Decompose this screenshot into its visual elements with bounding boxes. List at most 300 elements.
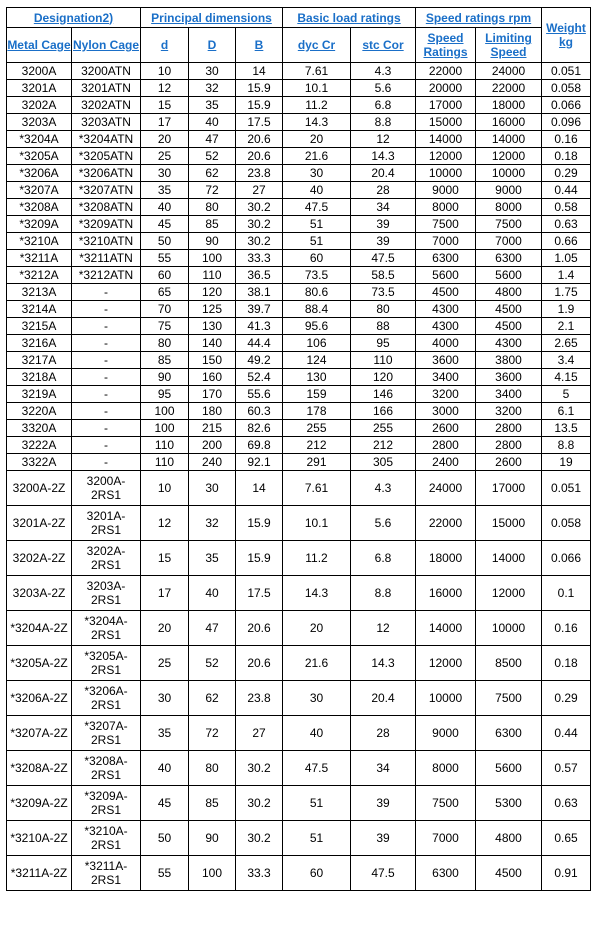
nylon-cage-cell: *3206ATN: [72, 165, 141, 182]
width-b-cell: 15.9: [236, 541, 283, 576]
width-b-cell: 30.2: [236, 216, 283, 233]
outer-diameter-cell: 140: [189, 335, 236, 352]
static-load-cell: 20.4: [351, 681, 416, 716]
metal-cage-cell: *3206A-2Z: [7, 681, 72, 716]
weight-cell: 0.16: [542, 611, 591, 646]
metal-cage-cell: 3200A-2Z: [7, 471, 72, 506]
limiting-speed-cell: 3600: [476, 369, 542, 386]
speed-rating-cell: 18000: [416, 541, 476, 576]
width-b-cell: 15.9: [236, 506, 283, 541]
static-load-cell: 4.3: [351, 471, 416, 506]
outer-diameter-cell: 170: [189, 386, 236, 403]
dynamic-load-cell: 14.3: [283, 114, 351, 131]
dynamic-load-cell: 51: [283, 821, 351, 856]
width-b-cell: 60.3: [236, 403, 283, 420]
metal-cage-cell: 3216A: [7, 335, 72, 352]
static-load-cell: 28: [351, 716, 416, 751]
static-load-cell: 58.5: [351, 267, 416, 284]
static-load-header: stc Cor: [351, 28, 416, 63]
width-b-cell: 33.3: [236, 250, 283, 267]
outer-diameter-cell: 72: [189, 182, 236, 199]
static-load-cell: 12: [351, 611, 416, 646]
limiting-speed-cell: 4500: [476, 318, 542, 335]
dynamic-load-cell: 80.6: [283, 284, 351, 301]
weight-cell: 6.1: [542, 403, 591, 420]
speed-rating-cell: 7000: [416, 233, 476, 250]
designation-header: Designation2): [7, 8, 141, 28]
bore-d-cell: 25: [141, 148, 189, 165]
outer-diameter-cell: 130: [189, 318, 236, 335]
table-row: [7, 786, 591, 821]
metal-cage-cell: *3210A-2Z: [7, 821, 72, 856]
basic-load-ratings-header: Basic load ratings: [283, 8, 416, 28]
bore-d-cell: 20: [141, 611, 189, 646]
limiting-speed-cell: 2800: [476, 420, 542, 437]
static-load-cell: 39: [351, 821, 416, 856]
table-row: [7, 576, 591, 611]
bore-d-cell: 20: [141, 131, 189, 148]
weight-cell: 5: [542, 386, 591, 403]
bore-d-cell: 40: [141, 199, 189, 216]
table-row: [7, 233, 591, 250]
weight-cell: 2.65: [542, 335, 591, 352]
bore-d-cell: 55: [141, 856, 189, 891]
speed-rating-cell: 15000: [416, 114, 476, 131]
static-load-cell: 8.8: [351, 576, 416, 611]
weight-cell: 1.05: [542, 250, 591, 267]
weight-cell: 1.4: [542, 267, 591, 284]
limiting-speed-cell: 8500: [476, 646, 542, 681]
weight-cell: 0.18: [542, 148, 591, 165]
nylon-cage-header: Nylon Cage: [72, 28, 141, 63]
static-load-cell: 20.4: [351, 165, 416, 182]
dynamic-load-cell: 51: [283, 786, 351, 821]
limiting-speed-cell: 5600: [476, 751, 542, 786]
speed-rating-cell: 22000: [416, 63, 476, 80]
limiting-speed-cell: 16000: [476, 114, 542, 131]
table-row: [7, 199, 591, 216]
bore-d-cell: 12: [141, 80, 189, 97]
bore-d-cell: 110: [141, 437, 189, 454]
nylon-cage-cell: 3201A-2RS1: [72, 506, 141, 541]
nylon-cage-cell: *3212ATN: [72, 267, 141, 284]
speed-rating-cell: 14000: [416, 611, 476, 646]
dynamic-load-cell: 30: [283, 165, 351, 182]
speed-rating-cell: 7000: [416, 821, 476, 856]
bearing-specs-table: [6, 7, 591, 891]
metal-cage-cell: 3218A: [7, 369, 72, 386]
limiting-speed-cell: 4300: [476, 335, 542, 352]
bore-d-cell: 95: [141, 386, 189, 403]
bore-d-cell: 25: [141, 646, 189, 681]
static-load-cell: 80: [351, 301, 416, 318]
outer-diameter-cell: 35: [189, 97, 236, 114]
outer-diameter-cell: 47: [189, 611, 236, 646]
bore-d-cell: 110: [141, 454, 189, 471]
static-load-cell: 5.6: [351, 80, 416, 97]
metal-cage-header: Metal Cage: [7, 28, 72, 63]
table-row: [7, 386, 591, 403]
limiting-speed-header: Limiting Speed: [476, 28, 542, 63]
speed-rating-cell: 2800: [416, 437, 476, 454]
weight-cell: 0.29: [542, 165, 591, 182]
table-row: [7, 318, 591, 335]
outer-diameter-cell: 40: [189, 576, 236, 611]
limiting-speed-cell: 17000: [476, 471, 542, 506]
metal-cage-cell: *3206A: [7, 165, 72, 182]
weight-cell: 0.066: [542, 97, 591, 114]
outer-diameter-cell: 35: [189, 541, 236, 576]
table-row: [7, 267, 591, 284]
metal-cage-cell: 3203A-2Z: [7, 576, 72, 611]
nylon-cage-cell: 3202A-2RS1: [72, 541, 141, 576]
outer-diameter-cell: 80: [189, 751, 236, 786]
speed-rating-cell: 24000: [416, 471, 476, 506]
bore-d-cell: 17: [141, 114, 189, 131]
dynamic-load-cell: 106: [283, 335, 351, 352]
static-load-cell: 146: [351, 386, 416, 403]
table-row: [7, 454, 591, 471]
dynamic-load-cell: 11.2: [283, 97, 351, 114]
weight-cell: 13.5: [542, 420, 591, 437]
metal-cage-cell: 3202A: [7, 97, 72, 114]
bearing-table-container: [6, 7, 591, 891]
table-row: [7, 301, 591, 318]
nylon-cage-cell: -: [72, 454, 141, 471]
static-load-cell: 34: [351, 751, 416, 786]
outer-diameter-cell: 200: [189, 437, 236, 454]
static-load-cell: 14.3: [351, 148, 416, 165]
weight-cell: 0.63: [542, 216, 591, 233]
table-row: [7, 114, 591, 131]
dynamic-load-cell: 20: [283, 611, 351, 646]
limiting-speed-cell: 14000: [476, 541, 542, 576]
weight-cell: 0.16: [542, 131, 591, 148]
outer-diameter-cell: 215: [189, 420, 236, 437]
metal-cage-cell: *3207A: [7, 182, 72, 199]
nylon-cage-cell: -: [72, 369, 141, 386]
dynamic-load-cell: 40: [283, 182, 351, 199]
outer-diameter-header: D: [189, 28, 236, 63]
dynamic-load-cell: 10.1: [283, 80, 351, 97]
metal-cage-cell: 3222A: [7, 437, 72, 454]
bore-d-cell: 15: [141, 97, 189, 114]
limiting-speed-cell: 7500: [476, 681, 542, 716]
width-b-cell: 23.8: [236, 681, 283, 716]
width-b-cell: 20.6: [236, 148, 283, 165]
dynamic-load-cell: 10.1: [283, 506, 351, 541]
width-b-cell: 20.6: [236, 646, 283, 681]
bore-d-cell: 70: [141, 301, 189, 318]
metal-cage-cell: 3320A: [7, 420, 72, 437]
dynamic-load-cell: 7.61: [283, 471, 351, 506]
weight-cell: 0.66: [542, 233, 591, 250]
limiting-speed-cell: 4800: [476, 821, 542, 856]
metal-cage-cell: 3219A: [7, 386, 72, 403]
bore-d-cell: 10: [141, 63, 189, 80]
weight-cell: 0.65: [542, 821, 591, 856]
table-row: [7, 250, 591, 267]
outer-diameter-cell: 40: [189, 114, 236, 131]
limiting-speed-cell: 7000: [476, 233, 542, 250]
static-load-cell: 305: [351, 454, 416, 471]
limiting-speed-cell: 15000: [476, 506, 542, 541]
speed-rating-cell: 2600: [416, 420, 476, 437]
width-b-cell: 30.2: [236, 199, 283, 216]
bore-d-header: d: [141, 28, 189, 63]
width-b-cell: 49.2: [236, 352, 283, 369]
metal-cage-cell: 3214A: [7, 301, 72, 318]
limiting-speed-cell: 3200: [476, 403, 542, 420]
table-row: [7, 352, 591, 369]
static-load-cell: 5.6: [351, 506, 416, 541]
width-b-cell: 15.9: [236, 97, 283, 114]
dynamic-load-cell: 21.6: [283, 646, 351, 681]
outer-diameter-cell: 120: [189, 284, 236, 301]
outer-diameter-cell: 30: [189, 471, 236, 506]
speed-rating-cell: 22000: [416, 506, 476, 541]
metal-cage-cell: 3202A-2Z: [7, 541, 72, 576]
width-b-cell: 38.1: [236, 284, 283, 301]
weight-cell: 4.15: [542, 369, 591, 386]
speed-rating-cell: 14000: [416, 131, 476, 148]
outer-diameter-cell: 90: [189, 233, 236, 250]
limiting-speed-cell: 2800: [476, 437, 542, 454]
width-b-cell: 69.8: [236, 437, 283, 454]
outer-diameter-cell: 90: [189, 821, 236, 856]
bore-d-cell: 100: [141, 420, 189, 437]
table-row: [7, 611, 591, 646]
bore-d-cell: 80: [141, 335, 189, 352]
weight-cell: 1.9: [542, 301, 591, 318]
limiting-speed-cell: 3800: [476, 352, 542, 369]
width-b-cell: 36.5: [236, 267, 283, 284]
nylon-cage-cell: *3210A-2RS1: [72, 821, 141, 856]
metal-cage-cell: 3322A: [7, 454, 72, 471]
dynamic-load-cell: 30: [283, 681, 351, 716]
table-row: [7, 165, 591, 182]
width-b-cell: 33.3: [236, 856, 283, 891]
limiting-speed-cell: 4800: [476, 284, 542, 301]
table-row: [7, 437, 591, 454]
weight-cell: 0.44: [542, 182, 591, 199]
speed-rating-cell: 7500: [416, 216, 476, 233]
dynamic-load-cell: 255: [283, 420, 351, 437]
metal-cage-cell: *3208A: [7, 199, 72, 216]
nylon-cage-cell: -: [72, 386, 141, 403]
speed-rating-cell: 12000: [416, 148, 476, 165]
width-b-cell: 27: [236, 716, 283, 751]
weight-cell: 0.051: [542, 63, 591, 80]
nylon-cage-cell: -: [72, 437, 141, 454]
width-b-cell: 15.9: [236, 80, 283, 97]
speed-rating-cell: 4300: [416, 301, 476, 318]
speed-rating-cell: 3600: [416, 352, 476, 369]
metal-cage-cell: *3211A-2Z: [7, 856, 72, 891]
metal-cage-cell: 3215A: [7, 318, 72, 335]
limiting-speed-cell: 12000: [476, 148, 542, 165]
static-load-cell: 34: [351, 199, 416, 216]
table-row: [7, 471, 591, 506]
dynamic-load-cell: 20: [283, 131, 351, 148]
weight-cell: 0.29: [542, 681, 591, 716]
speed-rating-cell: 5600: [416, 267, 476, 284]
outer-diameter-cell: 80: [189, 199, 236, 216]
nylon-cage-cell: *3209A-2RS1: [72, 786, 141, 821]
limiting-speed-cell: 8000: [476, 199, 542, 216]
outer-diameter-cell: 72: [189, 716, 236, 751]
outer-diameter-cell: 125: [189, 301, 236, 318]
weight-cell: 0.096: [542, 114, 591, 131]
static-load-cell: 8.8: [351, 114, 416, 131]
limiting-speed-cell: 6300: [476, 250, 542, 267]
nylon-cage-cell: 3203A-2RS1: [72, 576, 141, 611]
bore-d-cell: 45: [141, 216, 189, 233]
dynamic-load-header: dyc Cr: [283, 28, 351, 63]
outer-diameter-cell: 100: [189, 856, 236, 891]
limiting-speed-cell: 24000: [476, 63, 542, 80]
weight-cell: 0.058: [542, 506, 591, 541]
nylon-cage-cell: *3205ATN: [72, 148, 141, 165]
weight-cell: 2.1: [542, 318, 591, 335]
outer-diameter-cell: 180: [189, 403, 236, 420]
bore-d-cell: 75: [141, 318, 189, 335]
speed-rating-cell: 4300: [416, 318, 476, 335]
table-row: [7, 284, 591, 301]
outer-diameter-cell: 85: [189, 216, 236, 233]
speed-rating-cell: 17000: [416, 97, 476, 114]
table-row: [7, 541, 591, 576]
static-load-cell: 166: [351, 403, 416, 420]
static-load-cell: 95: [351, 335, 416, 352]
width-b-header: B: [236, 28, 283, 63]
table-row: [7, 148, 591, 165]
speed-rating-cell: 2400: [416, 454, 476, 471]
limiting-speed-cell: 18000: [476, 97, 542, 114]
table-row: [7, 821, 591, 856]
dynamic-load-cell: 73.5: [283, 267, 351, 284]
bore-d-cell: 50: [141, 821, 189, 856]
static-load-cell: 14.3: [351, 646, 416, 681]
static-load-cell: 212: [351, 437, 416, 454]
outer-diameter-cell: 85: [189, 786, 236, 821]
dynamic-load-cell: 178: [283, 403, 351, 420]
width-b-cell: 17.5: [236, 576, 283, 611]
bore-d-cell: 55: [141, 250, 189, 267]
metal-cage-cell: *3209A: [7, 216, 72, 233]
width-b-cell: 30.2: [236, 786, 283, 821]
table-row: [7, 646, 591, 681]
width-b-cell: 30.2: [236, 233, 283, 250]
metal-cage-cell: *3209A-2Z: [7, 786, 72, 821]
static-load-cell: 110: [351, 352, 416, 369]
width-b-cell: 44.4: [236, 335, 283, 352]
weight-cell: 0.44: [542, 716, 591, 751]
bore-d-cell: 30: [141, 165, 189, 182]
metal-cage-cell: 3201A-2Z: [7, 506, 72, 541]
bore-d-cell: 30: [141, 681, 189, 716]
limiting-speed-cell: 9000: [476, 182, 542, 199]
weight-cell: 19: [542, 454, 591, 471]
speed-rating-cell: 10000: [416, 165, 476, 182]
limiting-speed-cell: 6300: [476, 716, 542, 751]
weight-cell: 0.058: [542, 80, 591, 97]
nylon-cage-cell: 3200A-2RS1: [72, 471, 141, 506]
dynamic-load-cell: 124: [283, 352, 351, 369]
table-row: [7, 335, 591, 352]
dynamic-load-cell: 291: [283, 454, 351, 471]
width-b-cell: 55.6: [236, 386, 283, 403]
limiting-speed-cell: 7500: [476, 216, 542, 233]
weight-cell: 0.1: [542, 576, 591, 611]
weight-cell: 0.066: [542, 541, 591, 576]
nylon-cage-cell: *3205A-2RS1: [72, 646, 141, 681]
width-b-cell: 23.8: [236, 165, 283, 182]
nylon-cage-cell: 3201ATN: [72, 80, 141, 97]
speed-rating-cell: 7500: [416, 786, 476, 821]
speed-ratings-header: Speed ratings rpm: [416, 8, 542, 28]
table-row: [7, 681, 591, 716]
metal-cage-cell: 3220A: [7, 403, 72, 420]
nylon-cage-cell: *3208ATN: [72, 199, 141, 216]
metal-cage-cell: *3211A: [7, 250, 72, 267]
width-b-cell: 52.4: [236, 369, 283, 386]
dynamic-load-cell: 60: [283, 856, 351, 891]
nylon-cage-cell: *3209ATN: [72, 216, 141, 233]
dynamic-load-cell: 212: [283, 437, 351, 454]
weight-cell: 1.75: [542, 284, 591, 301]
static-load-cell: 6.8: [351, 541, 416, 576]
outer-diameter-cell: 30: [189, 63, 236, 80]
static-load-cell: 255: [351, 420, 416, 437]
metal-cage-cell: 3203A: [7, 114, 72, 131]
nylon-cage-cell: -: [72, 301, 141, 318]
nylon-cage-cell: 3203ATN: [72, 114, 141, 131]
nylon-cage-cell: 3202ATN: [72, 97, 141, 114]
static-load-cell: 47.5: [351, 856, 416, 891]
outer-diameter-cell: 62: [189, 165, 236, 182]
nylon-cage-cell: -: [72, 335, 141, 352]
speed-rating-cell: 16000: [416, 576, 476, 611]
width-b-cell: 92.1: [236, 454, 283, 471]
table-row: [7, 80, 591, 97]
speed-rating-cell: 3200: [416, 386, 476, 403]
nylon-cage-cell: *3206A-2RS1: [72, 681, 141, 716]
speed-rating-cell: 10000: [416, 681, 476, 716]
bore-d-cell: 12: [141, 506, 189, 541]
nylon-cage-cell: *3211A-2RS1: [72, 856, 141, 891]
dynamic-load-cell: 130: [283, 369, 351, 386]
bore-d-cell: 40: [141, 751, 189, 786]
metal-cage-cell: 3201A: [7, 80, 72, 97]
static-load-cell: 4.3: [351, 63, 416, 80]
speed-rating-cell: 4000: [416, 335, 476, 352]
metal-cage-cell: *3205A: [7, 148, 72, 165]
outer-diameter-cell: 62: [189, 681, 236, 716]
nylon-cage-cell: *3204ATN: [72, 131, 141, 148]
limiting-speed-cell: 5300: [476, 786, 542, 821]
weight-cell: 0.58: [542, 199, 591, 216]
bore-d-cell: 17: [141, 576, 189, 611]
table-row: [7, 369, 591, 386]
limiting-speed-cell: 10000: [476, 611, 542, 646]
width-b-cell: 30.2: [236, 821, 283, 856]
nylon-cage-cell: *3204A-2RS1: [72, 611, 141, 646]
outer-diameter-cell: 47: [189, 131, 236, 148]
bore-d-cell: 65: [141, 284, 189, 301]
static-load-cell: 12: [351, 131, 416, 148]
bore-d-cell: 10: [141, 471, 189, 506]
